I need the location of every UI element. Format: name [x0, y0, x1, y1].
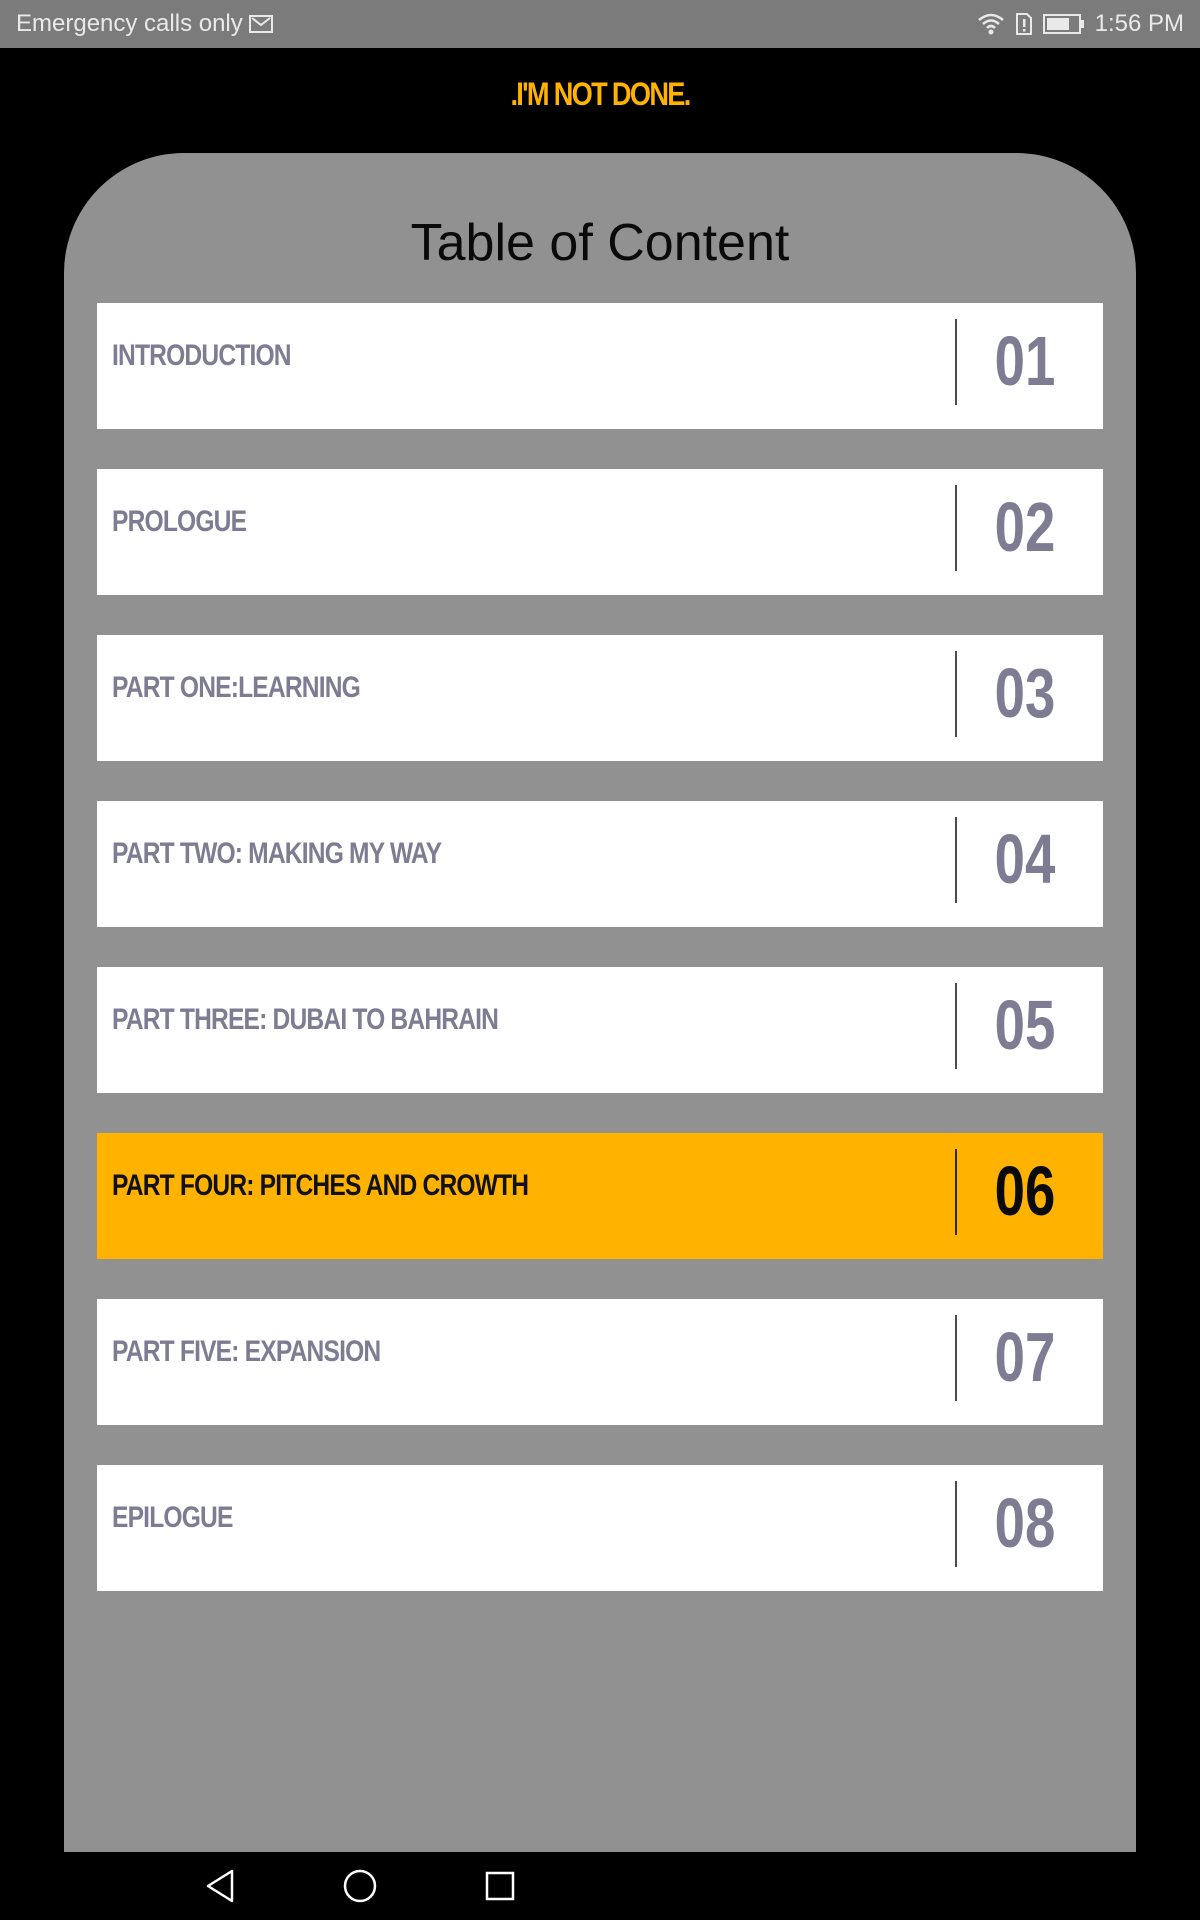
toc-item-epilogue[interactable]: [97, 1465, 1103, 1591]
sim-alert-icon: [1015, 12, 1033, 36]
recents-icon[interactable]: [480, 1866, 520, 1906]
status-right: [977, 0, 1184, 48]
toc-item-part-five[interactable]: [97, 1299, 1103, 1425]
toc-item-number: 01: [994, 322, 1056, 400]
battery-icon: [1043, 13, 1085, 35]
toc-item-part-four[interactable]: [97, 1133, 1103, 1259]
navigation-bar: [0, 1852, 1200, 1920]
toc-item-number: 05: [994, 986, 1056, 1064]
toc-item-part-three[interactable]: [97, 967, 1103, 1093]
carrier-status-text: Emergency calls only: [16, 10, 243, 37]
toc-item-label: PART FOUR: PITCHES AND CROWTH: [112, 1169, 529, 1202]
toc-item-divider: [955, 1315, 957, 1401]
toc-item-number: 06: [994, 1152, 1056, 1230]
toc-item-label: INTRODUCTION: [112, 339, 291, 372]
home-icon[interactable]: [340, 1866, 380, 1906]
toc-item-number: 03: [994, 654, 1056, 732]
toc-item-label: EPILOGUE: [112, 1501, 233, 1534]
toc-item-introduction[interactable]: [97, 303, 1103, 429]
toc-item-divider: [955, 983, 957, 1069]
toc-item-divider: [955, 319, 957, 405]
toc-item-divider: [955, 1149, 957, 1235]
toc-item-divider: [955, 485, 957, 571]
toc-item-divider: [955, 817, 957, 903]
toc-item-divider: [955, 1481, 957, 1567]
back-icon[interactable]: [200, 1866, 240, 1906]
toc-item-number: 07: [994, 1318, 1056, 1396]
toc-item-number: 08: [994, 1484, 1056, 1562]
toc-item-label: PART THREE: DUBAI TO BAHRAIN: [112, 1003, 499, 1036]
toc-item-number: 04: [994, 820, 1056, 898]
wifi-icon: [977, 12, 1005, 36]
toc-item-label: PART TWO: MAKING MY WAY: [112, 837, 442, 870]
toc-title: Table of Content: [410, 214, 790, 272]
toc-item-label: PART ONE:LEARNING: [112, 671, 361, 704]
toc-item-divider: [955, 651, 957, 737]
status-bar: [0, 0, 1200, 48]
app-title: .I'M NOT DONE.: [510, 76, 690, 112]
toc-item-part-two[interactable]: [97, 801, 1103, 927]
toc-item-label: PART FIVE: EXPANSION: [112, 1335, 381, 1368]
toc-item-part-one[interactable]: [97, 635, 1103, 761]
toc-item-number: 02: [994, 488, 1056, 566]
toc-item-prologue[interactable]: [97, 469, 1103, 595]
clock-time: 1:56 PM: [1094, 10, 1184, 37]
status-left: [16, 0, 273, 48]
toc-panel: [64, 153, 1136, 1853]
gmail-icon: [249, 14, 273, 34]
toc-item-label: PROLOGUE: [112, 505, 247, 538]
